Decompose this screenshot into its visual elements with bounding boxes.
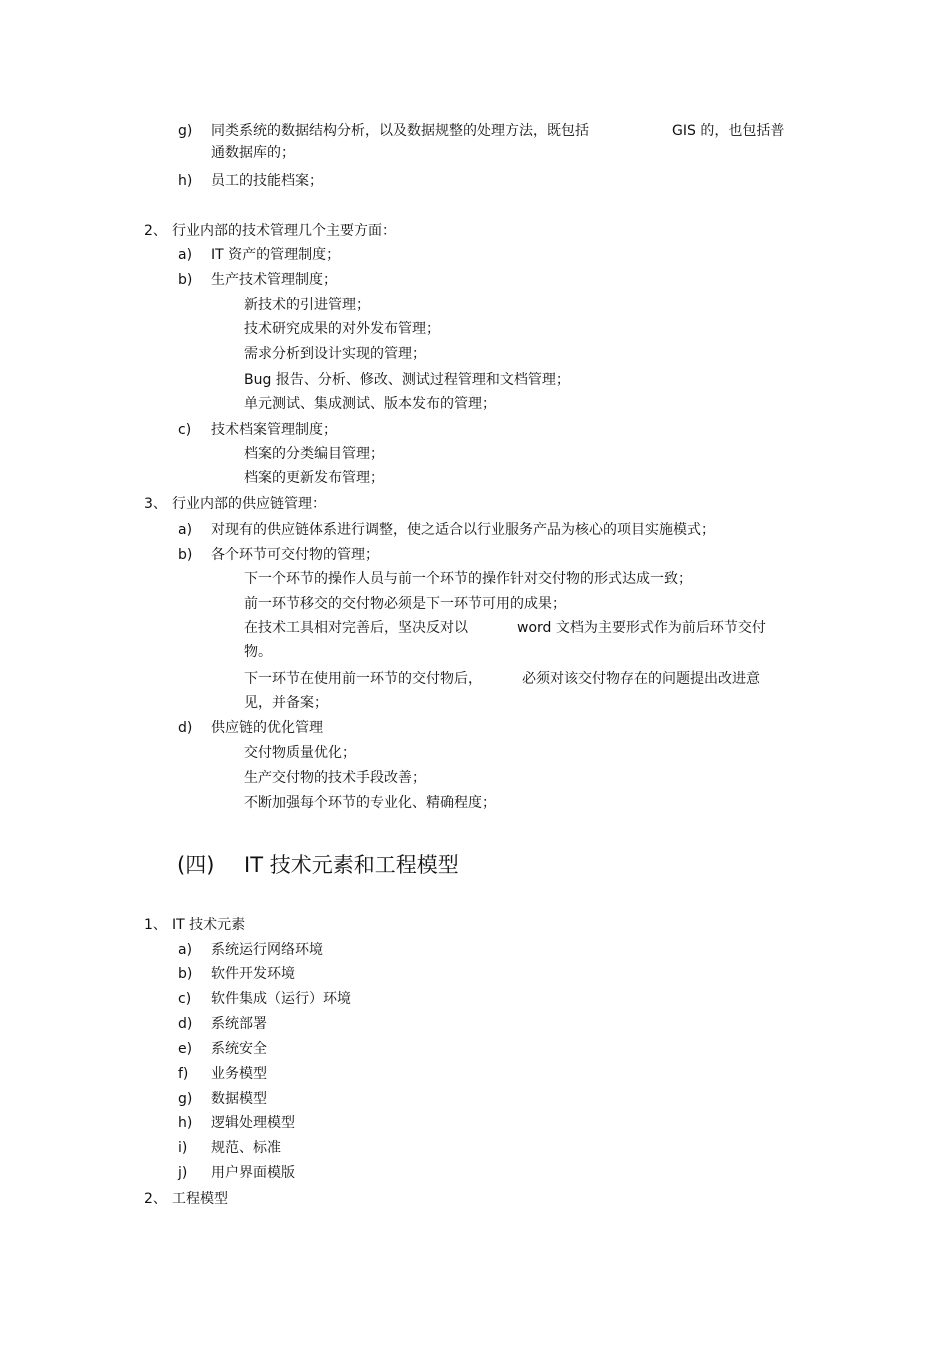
- text-line: 业务模型: [211, 1066, 267, 1082]
- text-line: 供应链的优化管理: [211, 720, 323, 736]
- list-marker: 2、: [144, 1191, 167, 1207]
- text-line: 行业内部的技术管理几个主要方面：: [172, 223, 396, 239]
- text-line: 新技术的引进管理；: [244, 297, 370, 313]
- text-line: IT 资产的管理制度；: [211, 247, 341, 263]
- text-line: 数据模型: [211, 1091, 267, 1107]
- text-line: 系统运行网络环境: [211, 942, 323, 958]
- list-marker: a): [178, 942, 193, 958]
- list-marker: a): [178, 247, 193, 263]
- list-marker: d): [178, 720, 193, 736]
- section-heading: IT 技术元素和工程模型: [244, 853, 459, 877]
- list-marker: b): [178, 966, 193, 982]
- text-line: 单元测试、集成测试、版本发布的管理；: [244, 396, 496, 412]
- list-marker: f): [178, 1066, 189, 1082]
- text-line: 各个环节可交付物的管理；: [211, 547, 379, 563]
- text-line: 档案的更新发布管理；: [244, 470, 384, 486]
- text-line: 行业内部的供应链管理：: [172, 496, 326, 512]
- list-marker: c): [178, 422, 192, 438]
- list-marker: d): [178, 1016, 193, 1032]
- text-line: 见，并备案；: [244, 695, 328, 711]
- text-line: 系统安全: [211, 1041, 267, 1057]
- text-line: 生产技术管理制度；: [211, 272, 337, 288]
- text-line: 下一环节在使用前一环节的交付物后，: [244, 671, 482, 687]
- text-line: 生产交付物的技术手段改善；: [244, 770, 426, 786]
- list-marker: e): [178, 1041, 193, 1057]
- list-marker: g): [178, 123, 193, 139]
- list-marker: b): [178, 272, 193, 288]
- list-marker: i): [178, 1140, 188, 1156]
- text-line: 技术研究成果的对外发布管理；: [244, 321, 440, 337]
- text-line: 系统部署: [211, 1016, 267, 1032]
- text-line: 技术档案管理制度；: [211, 422, 337, 438]
- list-marker: b): [178, 547, 193, 563]
- text-line: Bug 报告、分析、修改、测试过程管理和文档管理；: [244, 372, 570, 388]
- list-marker: 1、: [144, 917, 167, 933]
- list-marker: h): [178, 1115, 193, 1131]
- list-marker: (四): [177, 853, 215, 877]
- text-line: 在技术工具相对完善后，坚决反对以: [244, 620, 468, 636]
- list-marker: h): [178, 173, 193, 189]
- text-line-continued: word 文档为主要形式作为前后环节交付: [517, 620, 766, 636]
- list-marker: c): [178, 991, 192, 1007]
- text-line: 逻辑处理模型: [211, 1115, 295, 1131]
- text-line: 下一个环节的操作人员与前一个环节的操作针对交付物的形式达成一致；: [244, 571, 692, 587]
- text-line: 需求分析到设计实现的管理；: [244, 346, 426, 362]
- text-line: 通数据库的；: [211, 145, 295, 161]
- text-line: 用户界面模版: [211, 1165, 295, 1181]
- text-line: 档案的分类编目管理；: [244, 446, 384, 462]
- list-marker: j): [178, 1165, 188, 1181]
- text-line-continued: 必须对该交付物存在的问题提出改进意: [522, 671, 760, 687]
- list-marker: 2、: [144, 223, 167, 239]
- text-line: 同类系统的数据结构分析，以及数据规整的处理方法，既包括: [211, 123, 589, 139]
- text-line: 软件开发环境: [211, 966, 295, 982]
- text-line: 对现有的供应链体系进行调整，使之适合以行业服务产品为核心的项目实施模式；: [211, 522, 715, 538]
- text-line: IT 技术元素: [172, 917, 246, 933]
- text-line: 员工的技能档案；: [211, 173, 323, 189]
- text-line-continued: GIS 的，也包括普: [672, 123, 785, 139]
- list-marker: a): [178, 522, 193, 538]
- list-marker: g): [178, 1091, 193, 1107]
- text-line: 物。: [244, 644, 272, 660]
- text-line: 工程模型: [172, 1191, 228, 1207]
- text-line: 规范、标准: [211, 1140, 281, 1156]
- text-line: 不断加强每个环节的专业化、精确程度；: [244, 795, 496, 811]
- list-marker: 3、: [144, 496, 167, 512]
- text-line: 前一环节移交的交付物必须是下一环节可用的成果；: [244, 596, 566, 612]
- text-line: 交付物质量优化；: [244, 745, 356, 761]
- text-line: 软件集成（运行）环境: [211, 991, 351, 1007]
